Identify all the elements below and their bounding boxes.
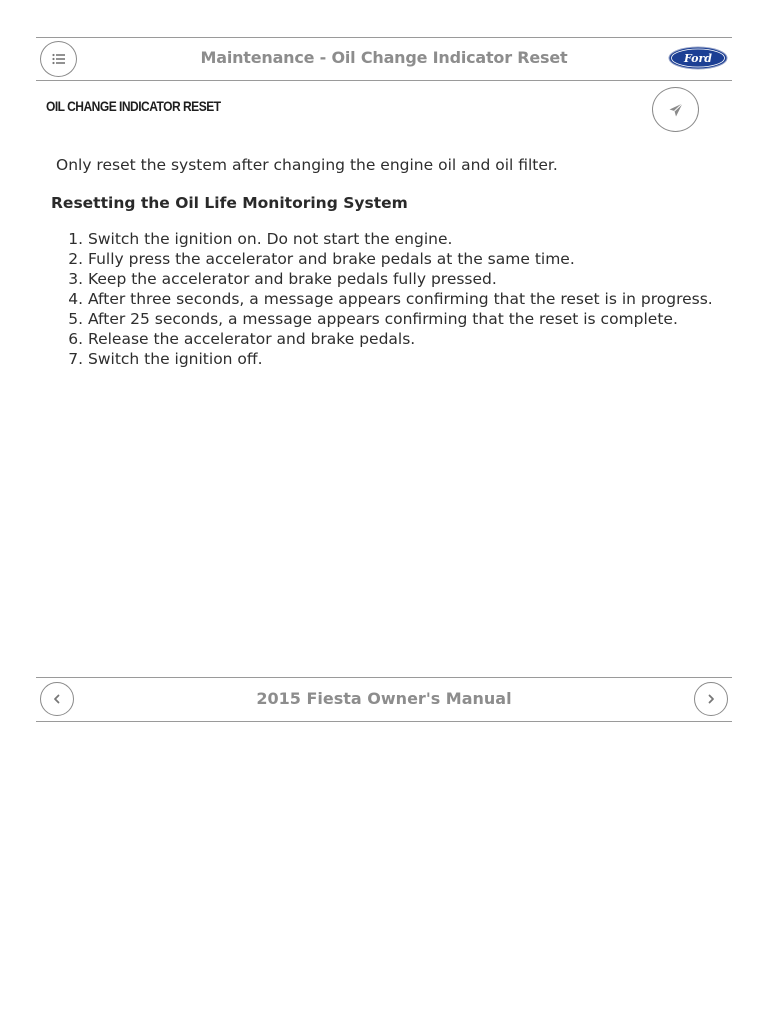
- steps-list: [88, 229, 718, 369]
- send-icon: [668, 102, 684, 118]
- list-item: 4. After three seconds, a message appears confirming that the reset is in progress.: [88, 289, 718, 309]
- manual-title: 2015 Fiesta Owner's Manual: [256, 689, 512, 708]
- list-item: 3. Keep the accelerator and brake pedals fully pressed.: [88, 269, 718, 289]
- ford-logo: [668, 46, 728, 70]
- header-bar: [36, 37, 732, 81]
- chevron-right-icon: [706, 694, 716, 704]
- next-page-button[interactable]: [694, 682, 728, 716]
- list-item: 1. Switch the ignition on. Do not start the engine.: [88, 229, 718, 249]
- list-item: 7. Switch the ignition off.: [88, 349, 718, 369]
- footer-bar: [36, 677, 732, 722]
- section-heading: OIL CHANGE INDICATOR RESET: [46, 98, 221, 114]
- page-title: Maintenance - Oil Change Indicator Reset: [200, 48, 568, 67]
- procedure-heading: Resetting the Oil Life Monitoring System: [51, 194, 408, 212]
- list-item: 5. After 25 seconds, a message appears confirming that the reset is complete.: [88, 309, 718, 329]
- list-item: 2. Fully press the accelerator and brake pedals at the same time.: [88, 249, 718, 269]
- svg-text:Ford: Ford: [683, 52, 713, 65]
- share-button[interactable]: [652, 87, 699, 132]
- intro-text: Only reset the system after changing the engine oil and oil filter.: [56, 156, 558, 174]
- list-item: 6. Release the accelerator and brake pedals.: [88, 329, 718, 349]
